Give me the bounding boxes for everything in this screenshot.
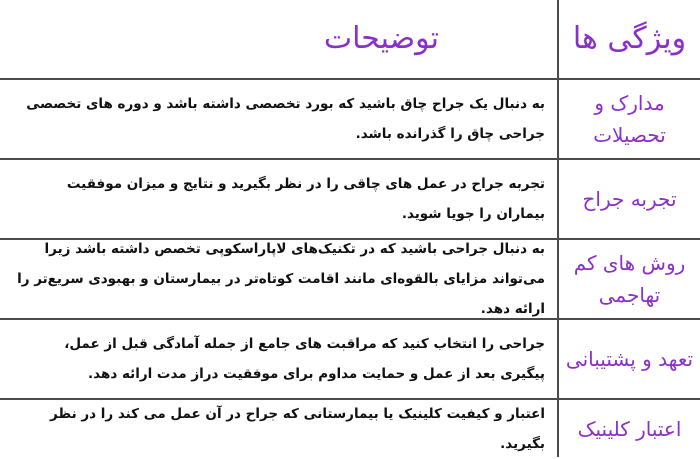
feature-cell: اعتبار کلینیک xyxy=(577,416,682,441)
description-cell: به دنبال جراحی باشید که در تکنیک‌های لاپاراسکوپی تخصص داشته باشد زیرا می‌تواند مزایای بالقوه‌ای مانند اقامت کوتاه‌تر در بیمارستان و بهبودی سریع‌تر را ارائه دهد. xyxy=(17,241,545,317)
description-cell: تجربه جراح در عمل های چاقی را در نظر بگیرید و نتایج و میزان موفقیت بیماران را جویا شوید. xyxy=(66,176,545,222)
feature-cell: روش های کم تهاجمی xyxy=(573,251,686,307)
description-cell: جراحی را انتخاب کنید که مراقبت های جامع از جمله آمادگی قبل از عمل، پیگیری بعد از عمل و حمایت مداوم برای موفقیت دراز مدت ارائه دهد. xyxy=(64,336,545,382)
table-row xyxy=(0,320,700,398)
table-row xyxy=(0,80,700,158)
table-row xyxy=(0,400,700,457)
column-divider xyxy=(557,0,559,457)
feature-cell: تجربه جراح xyxy=(582,187,677,211)
description-cell: اعتبار و کیفیت کلینیک یا بیمارستانی که جراح در آن عمل می کند را در نظر بگیرید. xyxy=(50,405,545,452)
table-header-row xyxy=(0,0,700,78)
description-column-header: توضیحات xyxy=(323,21,439,56)
table-row xyxy=(0,160,700,238)
table-row xyxy=(0,240,700,318)
description-cell: به دنبال یک جراح چاق باشید که بورد تخصصی داشته باشد و دوره های تخصصی جراحی چاق را گذرانده باشد. xyxy=(26,96,545,142)
feature-column-header: ویژگی ها xyxy=(572,21,687,56)
feature-cell: مدارک و تحصیلات xyxy=(593,91,666,147)
feature-cell: تعهد و پشتیبانی xyxy=(565,347,694,371)
